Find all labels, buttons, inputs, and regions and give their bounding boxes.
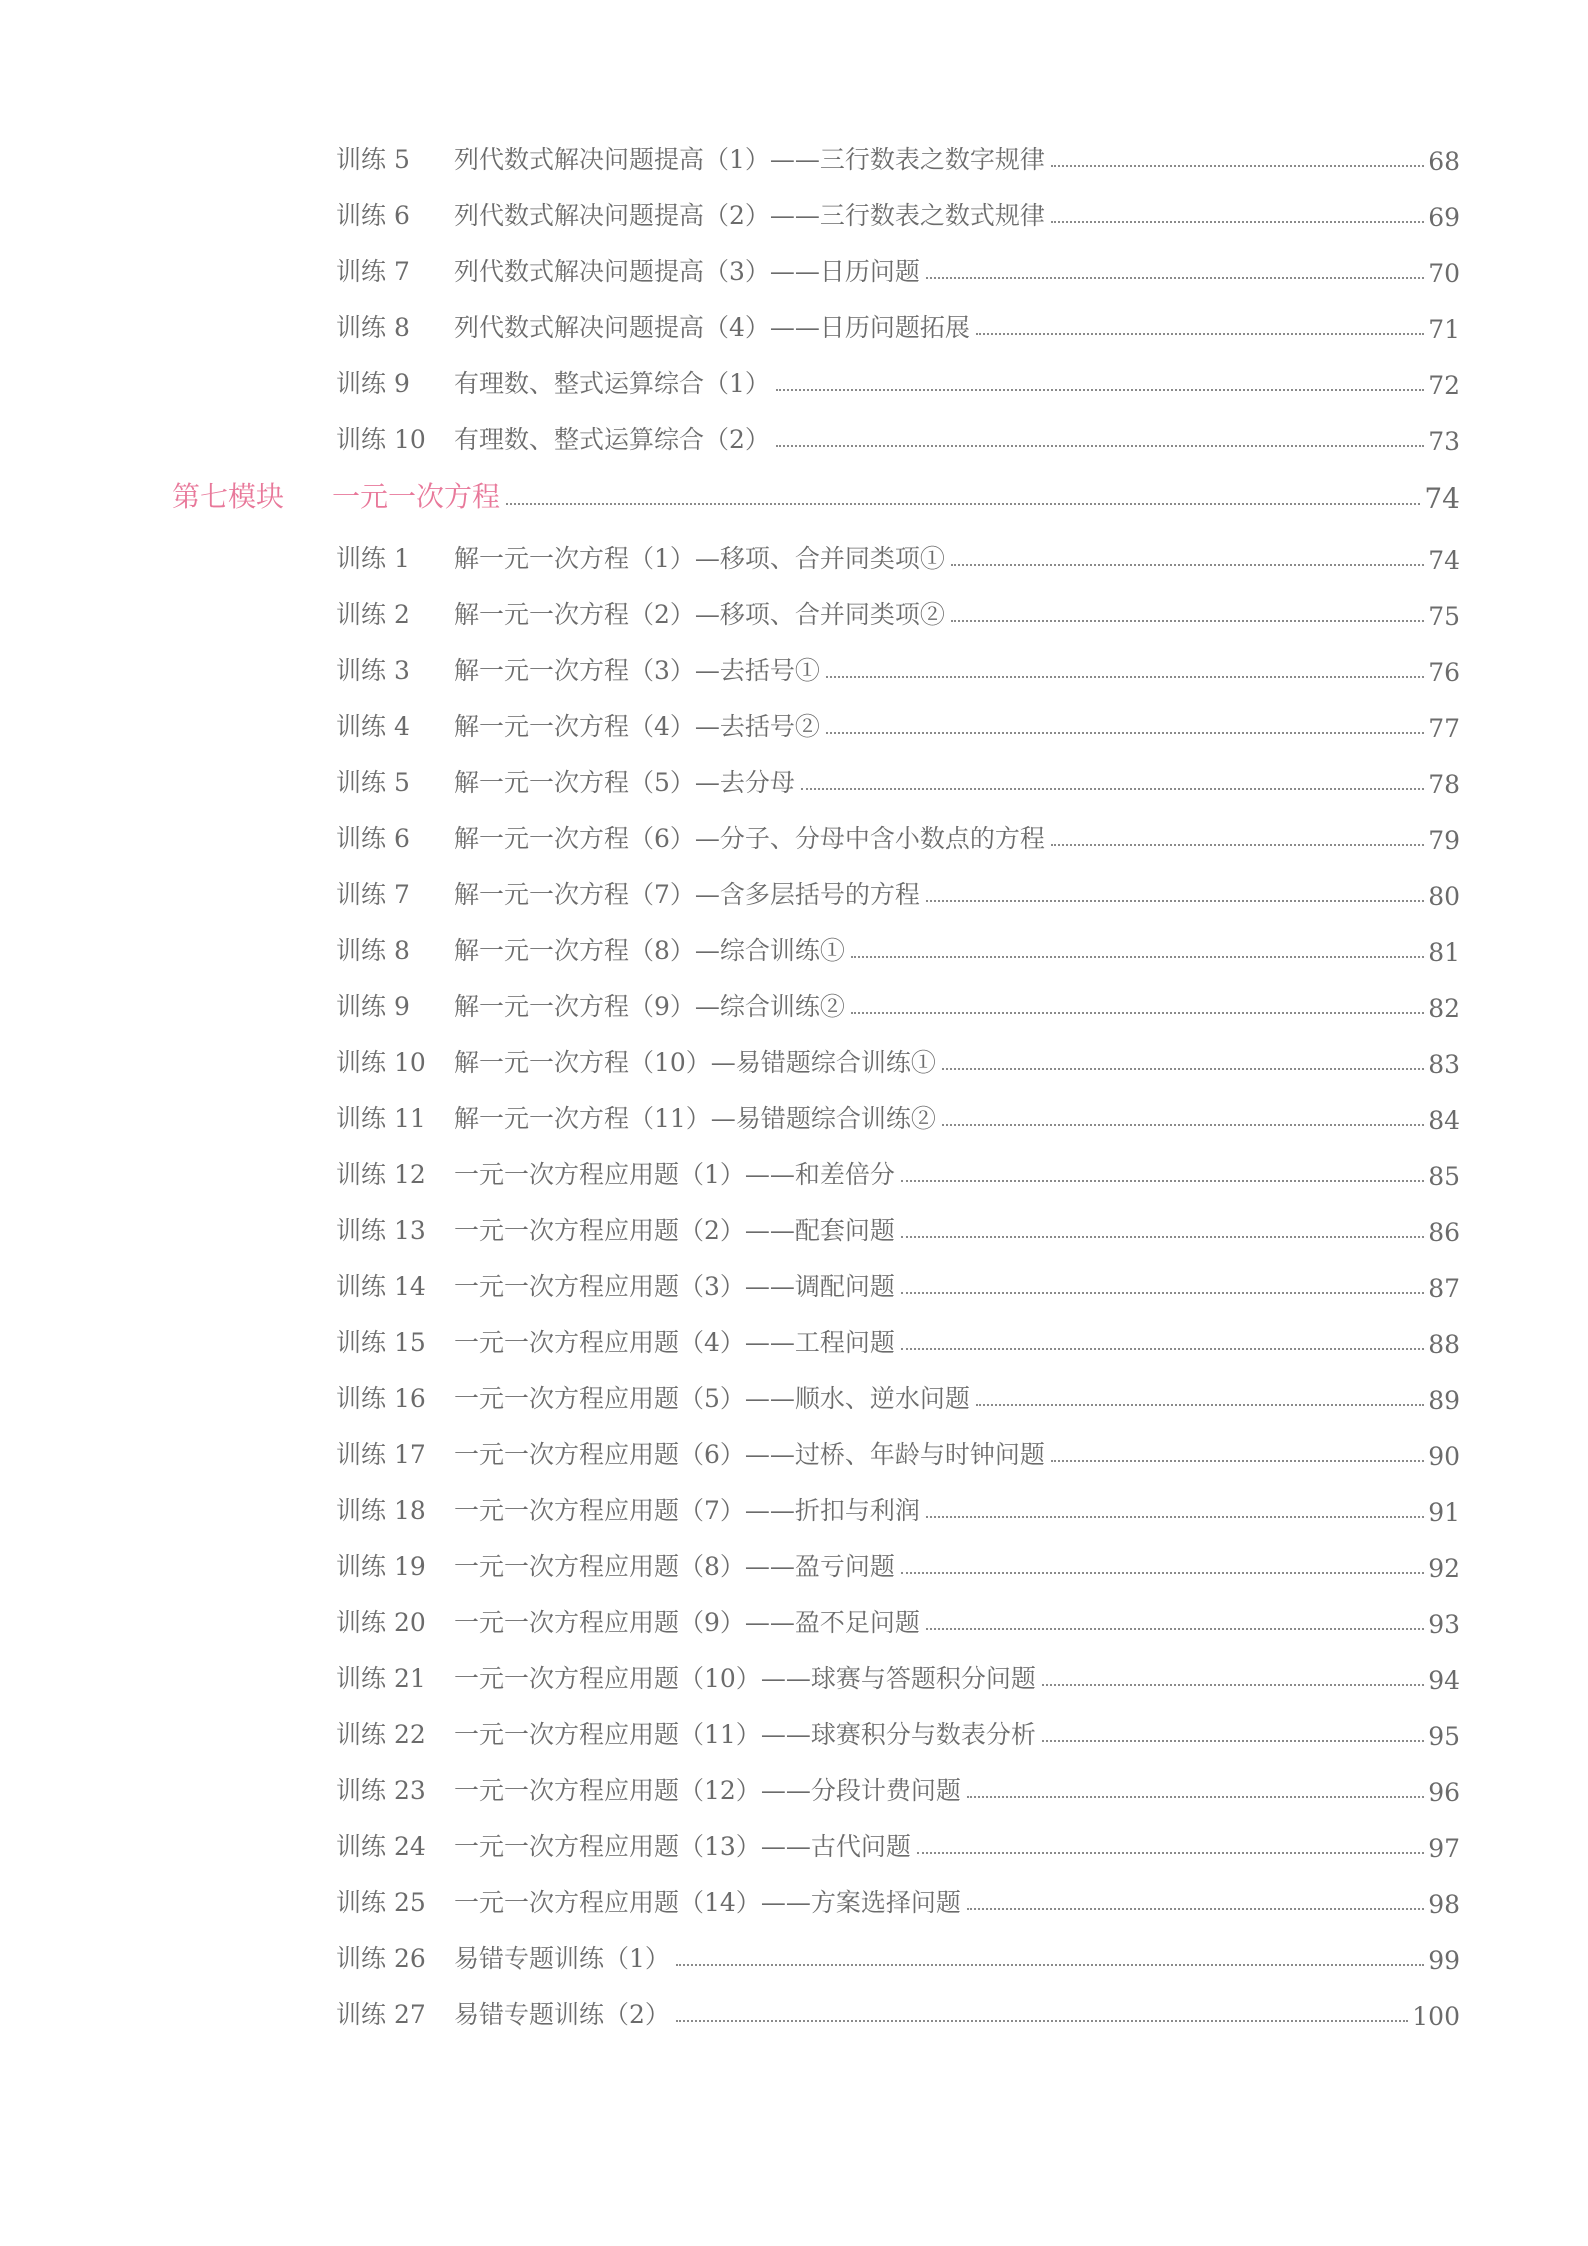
dot-leader: [1042, 1740, 1424, 1742]
toc-entry[interactable]: [336, 1543, 1460, 1583]
toc-entry-title: 一元一次方程应用题（4）——工程问题: [454, 1328, 895, 1357]
toc-entry-number: 训练 3: [336, 656, 410, 685]
dot-leader: [851, 1012, 1424, 1014]
toc-entry-title: 一元一次方程应用题（11）——球赛积分与数表分析: [454, 1720, 1036, 1749]
dot-leader: [901, 1572, 1424, 1574]
dot-leader: [942, 1124, 1424, 1126]
module-heading[interactable]: [172, 475, 1460, 515]
toc-entry[interactable]: [336, 1879, 1460, 1919]
toc-entry[interactable]: [336, 1935, 1460, 1975]
toc-entry-number: 训练 1: [336, 544, 410, 573]
toc-entry-number: 训练 13: [336, 1216, 426, 1245]
toc-entry[interactable]: [336, 304, 1460, 344]
toc-entry-page: 71: [1428, 315, 1460, 344]
dot-leader: [826, 676, 1424, 678]
toc-entry-number: 训练 8: [336, 313, 410, 342]
toc-entry-title: 解一元一次方程（11）—易错题综合训练②: [454, 1104, 936, 1133]
dot-leader: [976, 333, 1424, 335]
toc-entry-page: 100: [1412, 2002, 1460, 2031]
toc-entry-page: 87: [1428, 1274, 1460, 1303]
toc-entry-title: 列代数式解决问题提高（3）——日历问题: [454, 257, 920, 286]
toc-entry[interactable]: [336, 1711, 1460, 1751]
toc-entry-page: 72: [1428, 371, 1460, 400]
dot-leader: [951, 620, 1424, 622]
toc-entry[interactable]: [336, 1655, 1460, 1695]
dot-leader: [1051, 844, 1424, 846]
toc-entry-title: 解一元一次方程（7）—含多层括号的方程: [454, 880, 920, 909]
dot-leader: [676, 2020, 1408, 2022]
toc-entry-title: 解一元一次方程（1）—移项、合并同类项①: [454, 544, 945, 573]
toc-entry[interactable]: [336, 1151, 1460, 1191]
toc-entry-number: 训练 23: [336, 1776, 426, 1805]
toc-entry-number: 训练 26: [336, 1944, 426, 1973]
toc-entry-page: 96: [1428, 1778, 1460, 1807]
toc-entry-number: 训练 9: [336, 369, 410, 398]
toc-entry-title: 一元一次方程应用题（5）——顺水、逆水问题: [454, 1384, 970, 1413]
toc-entry[interactable]: [336, 1991, 1460, 2031]
dot-leader: [901, 1348, 1424, 1350]
toc-entry-number: 训练 11: [336, 1104, 426, 1133]
toc-entry[interactable]: [336, 1039, 1460, 1079]
toc-entry[interactable]: [336, 1375, 1460, 1415]
toc-entry-number: 训练 9: [336, 992, 410, 1021]
toc-entry-page: 80: [1428, 882, 1460, 911]
toc-entry[interactable]: [336, 535, 1460, 575]
toc-entry-page: 88: [1428, 1330, 1460, 1359]
toc-entry[interactable]: [336, 416, 1460, 456]
toc-entry[interactable]: [336, 1599, 1460, 1639]
toc-entry-title: 一元一次方程应用题（3）——调配问题: [454, 1272, 895, 1301]
toc-entry[interactable]: [336, 871, 1460, 911]
toc-entry-page: 69: [1428, 203, 1460, 232]
dot-leader: [901, 1180, 1424, 1182]
dot-leader: [676, 1964, 1424, 1966]
toc-entry-title: 一元一次方程应用题（12）——分段计费问题: [454, 1776, 961, 1805]
toc-entry[interactable]: [336, 1319, 1460, 1359]
toc-entry-page: 95: [1428, 1722, 1460, 1751]
toc-entry-number: 训练 15: [336, 1328, 426, 1357]
toc-entry[interactable]: [336, 1431, 1460, 1471]
toc-entry-number: 训练 21: [336, 1664, 426, 1693]
toc-entry-title: 有理数、整式运算综合（2）: [454, 425, 770, 454]
dot-leader: [1042, 1684, 1424, 1686]
toc-entry-title: 一元一次方程应用题（7）——折扣与利润: [454, 1496, 920, 1525]
dot-leader: [967, 1908, 1424, 1910]
toc-entry-title: 列代数式解决问题提高（2）——三行数表之数式规律: [454, 201, 1045, 230]
toc-entry-title: 易错专题训练（2）: [454, 2000, 670, 2029]
toc-entry-page: 79: [1428, 826, 1460, 855]
toc-entry-number: 训练 6: [336, 201, 410, 230]
dot-leader: [942, 1068, 1424, 1070]
toc-entry-title: 一元一次方程应用题（9）——盈不足问题: [454, 1608, 920, 1637]
toc-entry-page: 77: [1428, 714, 1460, 743]
dot-leader: [976, 1404, 1424, 1406]
toc-entry-number: 训练 14: [336, 1272, 426, 1301]
toc-entry-page: 91: [1428, 1498, 1460, 1527]
toc-entry-title: 一元一次方程应用题（2）——配套问题: [454, 1216, 895, 1245]
toc-entry[interactable]: [336, 1823, 1460, 1863]
toc-entry-title: 解一元一次方程（6）—分子、分母中含小数点的方程: [454, 824, 1045, 853]
toc-entry-title: 一元一次方程应用题（8）——盈亏问题: [454, 1552, 895, 1581]
toc-entry-title: 一元一次方程应用题（14）——方案选择问题: [454, 1888, 961, 1917]
toc-entry[interactable]: [336, 1207, 1460, 1247]
dot-leader: [1051, 165, 1424, 167]
toc-entry-number: 训练 7: [336, 257, 410, 286]
toc-entry-number: 训练 10: [336, 1048, 426, 1077]
dot-leader: [1051, 221, 1424, 223]
toc-entry[interactable]: [336, 248, 1460, 288]
toc-entry-page: 78: [1428, 770, 1460, 799]
toc-entry-title: 解一元一次方程（3）—去括号①: [454, 656, 820, 685]
toc-entry-number: 训练 5: [336, 145, 410, 174]
toc-entry-number: 训练 10: [336, 425, 426, 454]
dot-leader: [776, 445, 1424, 447]
toc-entry-title: 一元一次方程应用题（10）——球赛与答题积分问题: [454, 1664, 1036, 1693]
toc-entry-number: 训练 20: [336, 1608, 426, 1637]
toc-entry-number: 训练 22: [336, 1720, 426, 1749]
toc-entry-number: 训练 6: [336, 824, 410, 853]
toc-entry-title: 有理数、整式运算综合（1）: [454, 369, 770, 398]
dot-leader: [506, 503, 1420, 505]
toc-entry[interactable]: [336, 927, 1460, 967]
toc-entry-number: 训练 18: [336, 1496, 426, 1525]
dot-leader: [917, 1852, 1424, 1854]
toc-entry-number: 训练 24: [336, 1832, 426, 1861]
toc-entry-title: 解一元一次方程（8）—综合训练①: [454, 936, 845, 965]
toc-entry[interactable]: [336, 1487, 1460, 1527]
toc-entry-page: 70: [1428, 259, 1460, 288]
toc-entry[interactable]: [336, 759, 1460, 799]
toc-entry-page: 76: [1428, 658, 1460, 687]
toc-entry-number: 训练 27: [336, 2000, 426, 2029]
toc-entry-title: 列代数式解决问题提高（4）——日历问题拓展: [454, 313, 970, 342]
toc-entry-title: 一元一次方程应用题（6）——过桥、年龄与时钟问题: [454, 1440, 1045, 1469]
toc-entry-number: 训练 2: [336, 600, 410, 629]
toc-entry-number: 训练 19: [336, 1552, 426, 1581]
dot-leader: [901, 1236, 1424, 1238]
toc-entry-number: 训练 12: [336, 1160, 426, 1189]
toc-entry-title: 列代数式解决问题提高（1）——三行数表之数字规律: [454, 145, 1045, 174]
toc-entry-page: 90: [1428, 1442, 1460, 1471]
toc-entry-title: 解一元一次方程（2）—移项、合并同类项②: [454, 600, 945, 629]
toc-entry[interactable]: [336, 1767, 1460, 1807]
toc-entry-page: 89: [1428, 1386, 1460, 1415]
dot-leader: [967, 1796, 1424, 1798]
toc-entry-page: 75: [1428, 602, 1460, 631]
toc-entry-page: 68: [1428, 147, 1460, 176]
toc-entry[interactable]: [336, 192, 1460, 232]
toc-entry-number: 训练 5: [336, 768, 410, 797]
dot-leader: [1051, 1460, 1424, 1462]
toc-entry-number: 训练 16: [336, 1384, 426, 1413]
toc-entry-page: 74: [1428, 546, 1460, 575]
toc-entry-number: 训练 17: [336, 1440, 426, 1469]
module-title: 一元一次方程: [332, 480, 501, 513]
toc-entry-title: 一元一次方程应用题（1）——和差倍分: [454, 1160, 895, 1189]
toc-entry-page: 94: [1428, 1666, 1460, 1695]
dot-leader: [926, 1516, 1424, 1518]
toc-entry-page: 98: [1428, 1890, 1460, 1919]
toc-entry-page: 97: [1428, 1834, 1460, 1863]
dot-leader: [926, 1628, 1424, 1630]
dot-leader: [776, 389, 1424, 391]
toc-entry-title: 解一元一次方程（10）—易错题综合训练①: [454, 1048, 936, 1077]
toc-entry-number: 训练 25: [336, 1888, 426, 1917]
toc-entry-number: 训练 8: [336, 936, 410, 965]
toc-entry-title: 一元一次方程应用题（13）——古代问题: [454, 1832, 911, 1861]
toc-entry[interactable]: [336, 1095, 1460, 1135]
toc-entry-number: 训练 4: [336, 712, 410, 741]
module-page: 74: [1424, 482, 1460, 515]
toc-entry[interactable]: [336, 647, 1460, 687]
toc-entry-page: 92: [1428, 1554, 1460, 1583]
toc-entry-page: 86: [1428, 1218, 1460, 1247]
toc-entry-title: 解一元一次方程（5）—去分母: [454, 768, 795, 797]
toc-entry-page: 73: [1428, 427, 1460, 456]
toc-entry-page: 81: [1428, 938, 1460, 967]
toc-entry-page: 99: [1428, 1946, 1460, 1975]
toc-entry-page: 93: [1428, 1610, 1460, 1639]
dot-leader: [851, 956, 1424, 958]
toc-entry-title: 解一元一次方程（4）—去括号②: [454, 712, 820, 741]
toc-entry-page: 85: [1428, 1162, 1460, 1191]
dot-leader: [926, 900, 1424, 902]
toc-entry-page: 84: [1428, 1106, 1460, 1135]
toc-entry[interactable]: [336, 136, 1460, 176]
toc-entry-number: 训练 7: [336, 880, 410, 909]
dot-leader: [826, 732, 1424, 734]
toc-entry[interactable]: [336, 815, 1460, 855]
module-number: 第七模块: [172, 480, 285, 513]
dot-leader: [801, 788, 1424, 790]
toc-entry-page: 82: [1428, 994, 1460, 1023]
toc-entry[interactable]: [336, 703, 1460, 743]
dot-leader: [951, 564, 1424, 566]
toc-entry-title: 解一元一次方程（9）—综合训练②: [454, 992, 845, 1021]
toc-entry[interactable]: [336, 360, 1460, 400]
dot-leader: [901, 1292, 1424, 1294]
toc-entry[interactable]: [336, 1263, 1460, 1303]
toc-entry-title: 易错专题训练（1）: [454, 1944, 670, 1973]
toc-entry[interactable]: [336, 591, 1460, 631]
toc-entry-page: 83: [1428, 1050, 1460, 1079]
toc-entry[interactable]: [336, 983, 1460, 1023]
dot-leader: [926, 277, 1424, 279]
